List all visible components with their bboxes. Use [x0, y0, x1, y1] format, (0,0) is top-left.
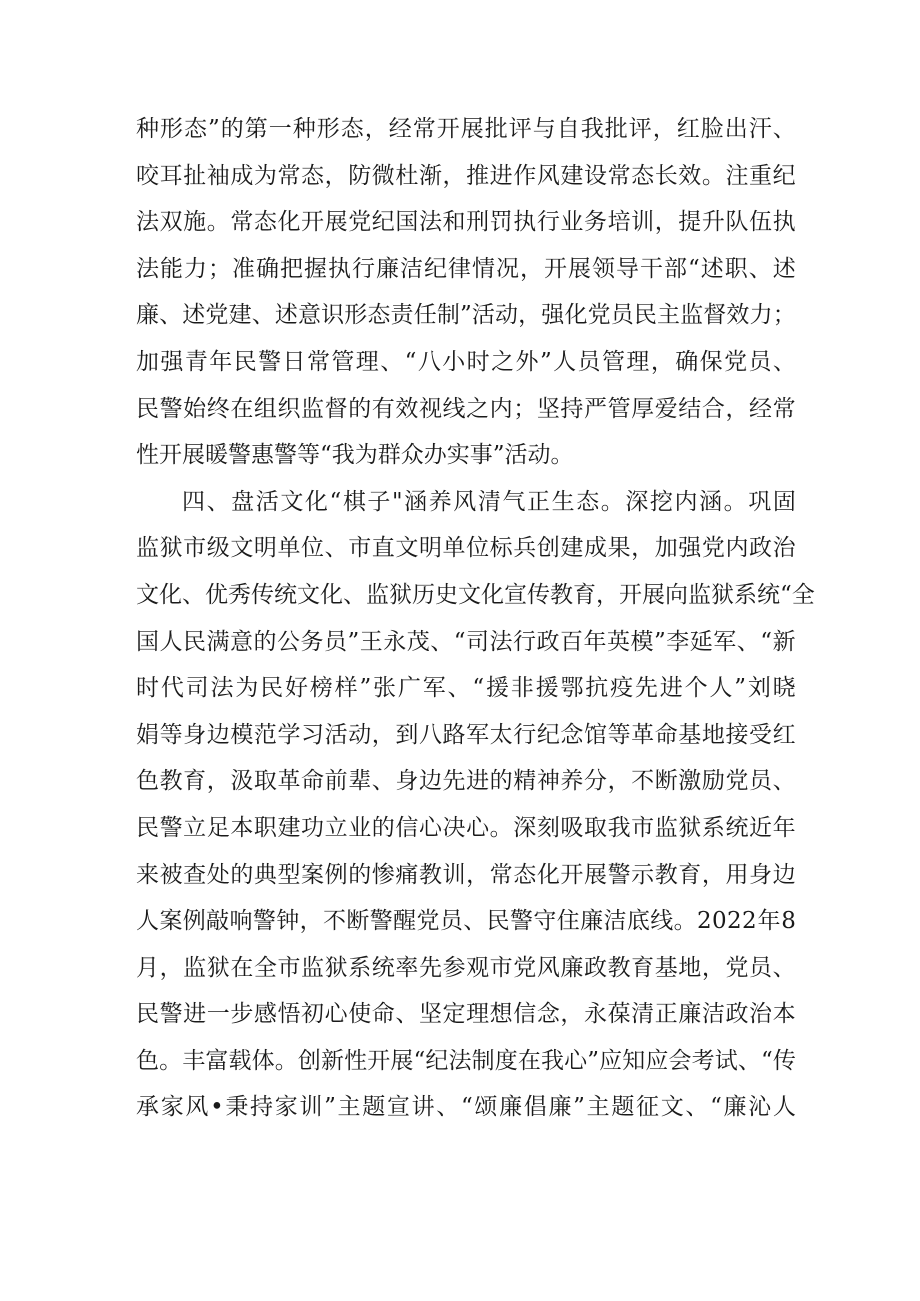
- text-line: 法 能 力 ； 准 确 把 握 执 行 廉 洁 纪 律 情 况 ， 开 展 领 导 干 部 “ 述 职 、 述: [136, 255, 796, 282]
- text-line: 月 ， 监 狱 在 全 市 监 狱 系 统 率 先 参 观 市 党 风 廉 政 教 育 基 地 ， 党 员 、: [136, 954, 796, 981]
- text-line: 国 人 民 满 意 的 公 务 员 ” 王 永 茂 、 “ 司 法 行 政 百 年 英 模 ” 李 延 军 、 “ 新: [136, 628, 796, 655]
- text-line: 承 家 风 • 秉 持 家 训 ” 主 题 宣 讲 、 “ 颂 廉 倡 廉 ” 主 题 征 文 、 “ 廉 沁 人: [136, 1094, 796, 1121]
- text-line: 色 。 丰 富 载 体 。 创 新 性 开 展 “ 纪 法 制 度 在 我 心 ” 应 知 应 会 考 试 、 “ 传: [136, 1047, 796, 1074]
- text-line: 廉 、 述 党 建 、 述 意 识 形 态 责 任 制 ” 活 动 ， 强 化 党 员 民 主 监 督 效 力 ；: [136, 302, 796, 329]
- section-heading-line: 四 、 盘 活 文 化 “ 棋 子 " 涵 养 风 清 气 正 生 态 。 深 挖 内 涵 。 巩 固: [182, 488, 796, 515]
- text-line: 娟 等 身 边 模 范 学 习 活 动 ， 到 八 路 军 太 行 纪 念 馆 等 革 命 基 地 接 受 红: [136, 721, 796, 748]
- text-line: 监 狱 市 级 文 明 单 位 、 市 直 文 明 单 位 标 兵 创 建 成 果 ， 加 强 党 内 政 治: [136, 535, 796, 562]
- text-line: 民 警 进 一 步 感 悟 初 心 使 命 、 坚 定 理 想 信 念 ， 永 葆 清 正 廉 洁 政 治 本: [136, 1001, 796, 1028]
- text-line: 民 警 始 终 在 组 织 监 督 的 有 效 视 线 之 内 ； 坚 持 严 管 厚 爱 结 合 ， 经 常: [136, 395, 796, 422]
- document-body: [136, 106, 815, 1131]
- text-line: 加 强 青 年 民 警 日 常 管 理 、 “ 八 小 时 之 外 ” 人 员 管 理 ， 确 保 党 员 、: [136, 348, 796, 375]
- text-line: 种 形 态 ” 的 第 一 种 形 态 ， 经 常 开 展 批 评 与 自 我 批 评 ， 红 脸 出 汗 、: [136, 116, 796, 142]
- text-line: 时 代 司 法 为 民 好 榜 样 ” 张 广 军 、 “ 援 非 援 鄂 抗 疫 先 进 个 人 ” 刘 晓: [136, 675, 796, 702]
- paragraph-end-line: 性开展暖警惠警等“我为群众办实事”活动。: [136, 442, 574, 469]
- text-line: 民 警 立 足 本 职 建 功 立 业 的 信 心 决 心 。 深 刻 吸 取 我 市 监 狱 系 统 近 年: [136, 814, 796, 841]
- text-line: 咬 耳 扯 袖 成 为 常 态 ， 防 微 杜 渐 ， 推 进 作 风 建 设 常 态 长 效 。 注 重 纪: [136, 162, 796, 189]
- text-line: 色 教 育 ， 汲 取 革 命 前 辈 、 身 边 先 进 的 精 神 养 分 ， 不 断 激 励 党 员 、: [136, 768, 796, 795]
- text-line: 人 案 例 敲 响 警 钟 ， 不 断 警 醒 党 员 、 民 警 守 住 廉 洁 底 线 。 2 0 2 2 年 8: [136, 908, 796, 935]
- text-line: 文 化 、 优 秀 传 统 文 化 、 监 狱 历 史 文 化 宣 传 教 育 ， 开 展 向 监 狱 系 统 “ 全: [136, 581, 815, 608]
- text-line: 来 被 查 处 的 典 型 案 例 的 惨 痛 教 训 ， 常 态 化 开 展 警 示 教 育 ， 用 身 边: [136, 861, 796, 888]
- text-line: 法 双 施 。 常 态 化 开 展 党 纪 国 法 和 刑 罚 执 行 业 务 培 训 ， 提 升 队 伍 执: [136, 209, 796, 236]
